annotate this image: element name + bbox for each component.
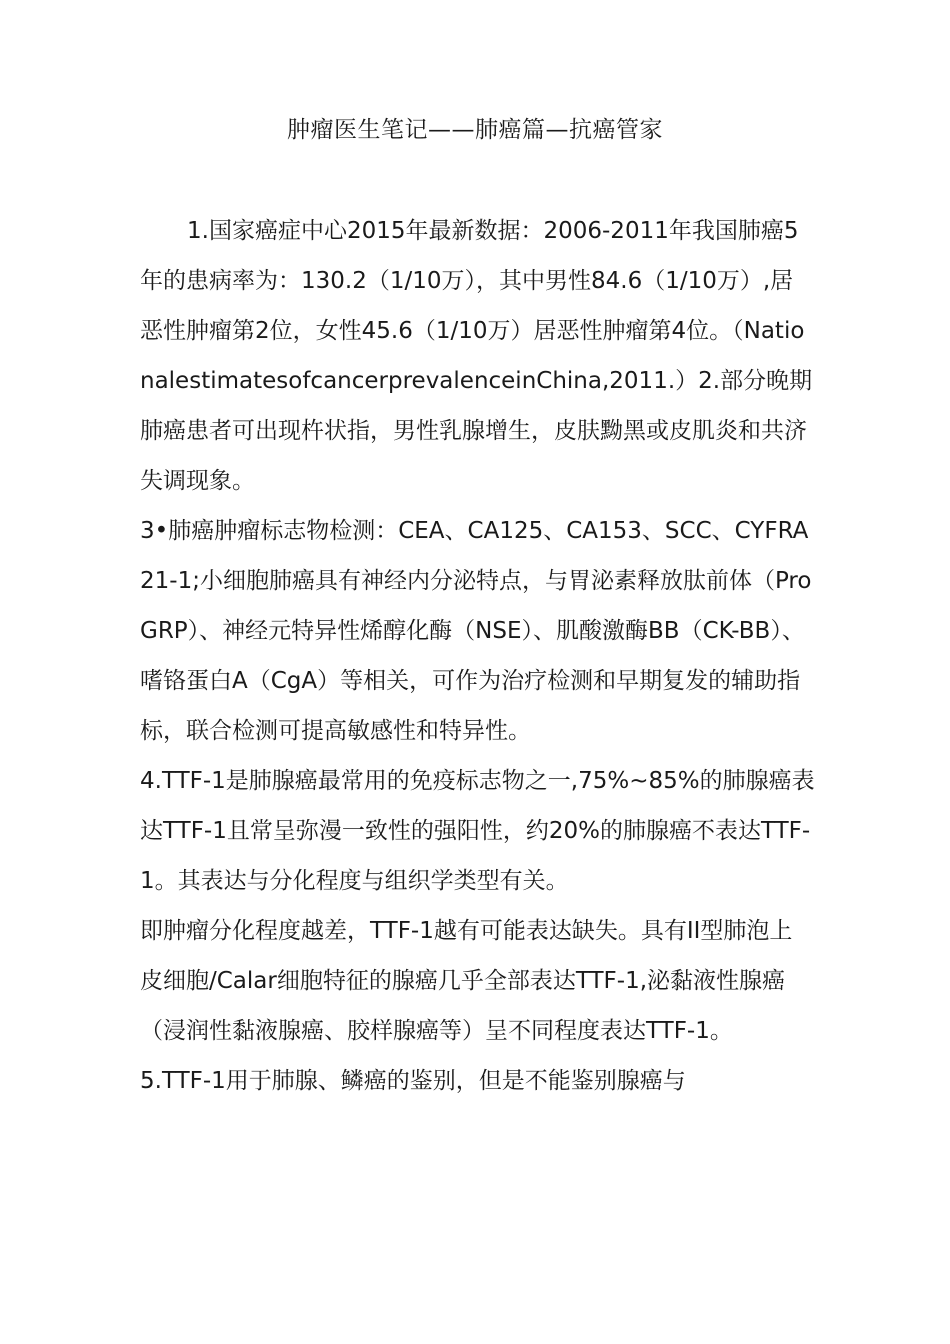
paragraph-5: 5.TTF-1用于肺腺、鳞癌的鉴别，但是不能鉴别腺癌与 <box>140 1068 686 1094</box>
paragraph-3: 4.TTF-1是肺腺癌最常用的免疫标志物之一,75%~85%的肺腺癌表达TTF-1且常呈弥漫一致性的强阳性，约20%的肺腺癌不表达TTF-1。其表达与分化程度与组织学类型有关。 <box>140 768 815 894</box>
paragraph-4: 即肿瘤分化程度越差，TTF-1越有可能表达缺失。具有II型肺泡上皮细胞/Calar细胞特征的腺癌几乎全部表达TTF-1,泌黏液性腺癌（浸润性黏液腺癌、胶样腺癌等）呈不同程度表达TTF-1。 <box>140 918 793 1044</box>
document-body <box>140 206 815 1106</box>
paragraph-2: 3•肺癌肿瘤标志物检测：CEA、CA125、CA153、SCC、CYFRA21-1;小细胞肺癌具有神经内分泌特点，与胃泌素释放肽前体（ProGRP）、神经元特异性烯醇化酶（NSE）、肌酸激酶BB（CK-BB）、嗜铬蛋白A（CgA）等相关，可作为治疗检测和早期复发的辅助指标，联合检测可提高敏感性和特异性。 <box>140 518 812 744</box>
document-title: 肿瘤医生笔记——肺癌篇—抗癌管家 <box>287 117 663 143</box>
paragraph-1: 1.国家癌症中心2015年最新数据：2006-2011年我国肺癌5年的患病率为：130.2（1/10万），其中男性84.6（1/10万）,居恶性肿瘤第2位，女性45.6（1/10万）居恶性肿瘤第4位。（NationalestimatesofcancerprevalenceinChina,2011.）2.部分晚期肺癌患者可出现杵状指，男性乳腺增生，皮肤黝黑或皮肌炎和共济失调现象。 <box>140 218 813 494</box>
